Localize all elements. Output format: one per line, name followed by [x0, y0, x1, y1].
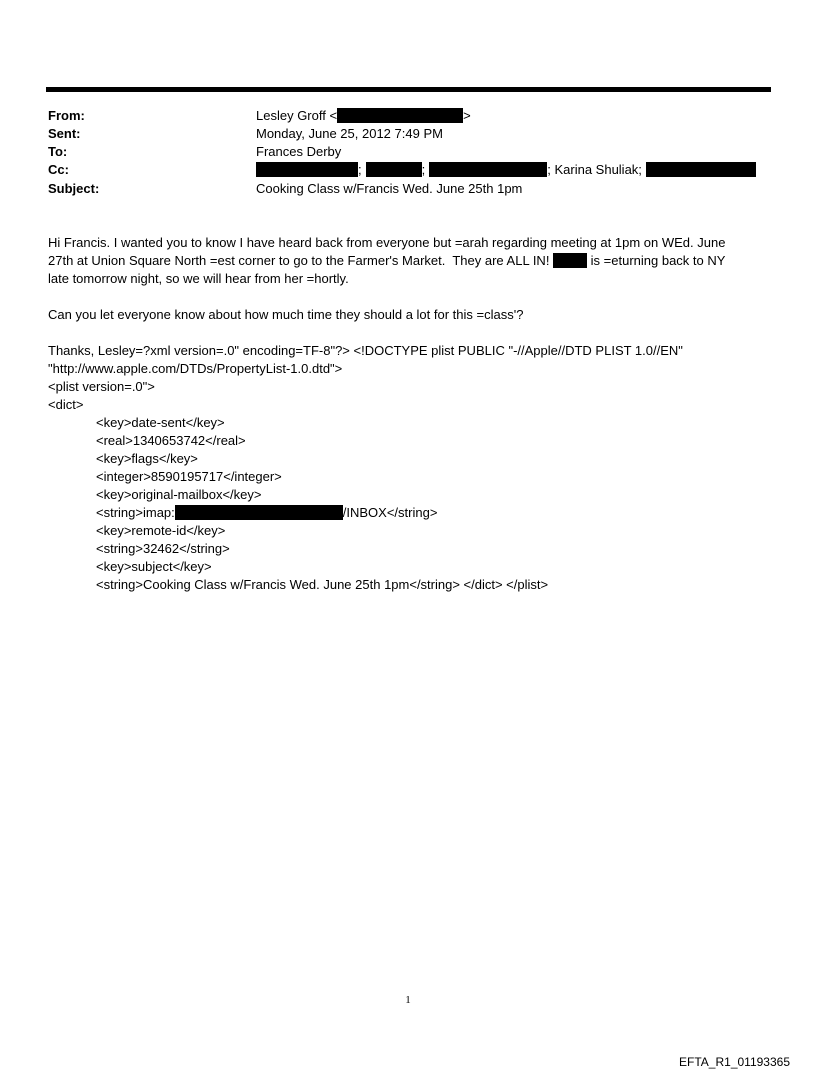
- redaction-block: [337, 108, 463, 123]
- from-label: From:: [48, 108, 85, 123]
- document-id: EFTA_R1_01193365: [679, 1055, 790, 1069]
- from-value: [256, 107, 471, 125]
- body-text: is =eturning back to NY: [587, 253, 726, 268]
- cc-separator: ;: [421, 162, 426, 177]
- xml-line: <string>32462</string>: [96, 541, 230, 556]
- message-body-question: [48, 306, 768, 324]
- imap-suffix: /INBOX</string>: [342, 505, 438, 520]
- subject-value: Cooking Class w/Francis Wed. June 25th 1pm: [256, 181, 523, 196]
- cc-named-recipient: ; Karina Shuliak;: [547, 162, 642, 177]
- from-email-close: >: [463, 108, 471, 123]
- cc-row: [48, 161, 768, 179]
- xml-line-imap: [96, 504, 437, 522]
- xml-line: <key>flags</key>: [96, 451, 198, 466]
- to-row: [48, 143, 768, 161]
- redaction-block: [175, 505, 343, 520]
- message-signature-xml: [48, 342, 768, 414]
- imap-prefix: <string>imap:: [96, 505, 175, 520]
- xml-line: <key>subject</key>: [96, 559, 212, 574]
- redaction-block: [256, 162, 358, 177]
- to-value: Frances Derby: [256, 144, 342, 159]
- from-name: Lesley Groff <: [256, 108, 338, 123]
- message-body: [48, 234, 768, 288]
- from-row: [48, 107, 768, 125]
- xml-line: <key>original-mailbox</key>: [96, 487, 262, 502]
- cc-value: [256, 161, 756, 179]
- body-paragraph-1-line-3: late tomorrow night, so we will hear from her =hortly.: [48, 271, 349, 286]
- body-paragraph-3-line-2: "http://www.apple.com/DTDs/PropertyList-1.0.dtd">: [48, 361, 343, 376]
- plist-open-tag: <plist version=.0">: [48, 379, 155, 394]
- redaction-block: [553, 253, 587, 268]
- redaction-block: [646, 162, 756, 177]
- body-paragraph-3-line-1: Thanks, Lesley=?xml version=.0" encoding=TF-8"?> <!DOCTYPE plist PUBLIC "-//Apple//DTD PLIST 1.0//EN": [48, 343, 683, 358]
- body-text: 27th at Union Square North =est corner to go to the Farmer's Market. They are ALL IN!: [48, 253, 554, 268]
- redaction-block: [366, 162, 422, 177]
- sent-label: Sent:: [48, 126, 81, 141]
- redaction-block: [429, 162, 547, 177]
- sent-row: [48, 125, 768, 143]
- to-label: To:: [48, 144, 68, 159]
- cc-separator: ;: [358, 162, 362, 177]
- xml-line: <integer>8590195717</integer>: [96, 469, 282, 484]
- xml-line: <string>Cooking Class w/Francis Wed. June 25th 1pm</string> </dict> </plist>: [96, 577, 549, 592]
- dict-open-tag: <dict>: [48, 397, 84, 412]
- cc-label: Cc:: [48, 162, 69, 177]
- body-paragraph-1-line-1: Hi Francis. I wanted you to know I have heard back from everyone but =arah regarding meeting at 1pm on WEd. June: [48, 235, 726, 250]
- subject-row: [48, 180, 768, 198]
- xml-line: <key>date-sent</key>: [96, 415, 225, 430]
- sent-value: Monday, June 25, 2012 7:49 PM: [256, 126, 443, 141]
- page-number: 1: [405, 994, 411, 1006]
- body-paragraph-1-line-2: [48, 252, 768, 270]
- xml-line: <key>remote-id</key>: [96, 523, 226, 538]
- header-divider-rule: [46, 87, 771, 92]
- subject-label: Subject:: [48, 181, 100, 196]
- body-paragraph-2: Can you let everyone know about how much time they should a lot for this =class'?: [48, 307, 524, 322]
- xml-line: <real>1340653742</real>: [96, 433, 246, 448]
